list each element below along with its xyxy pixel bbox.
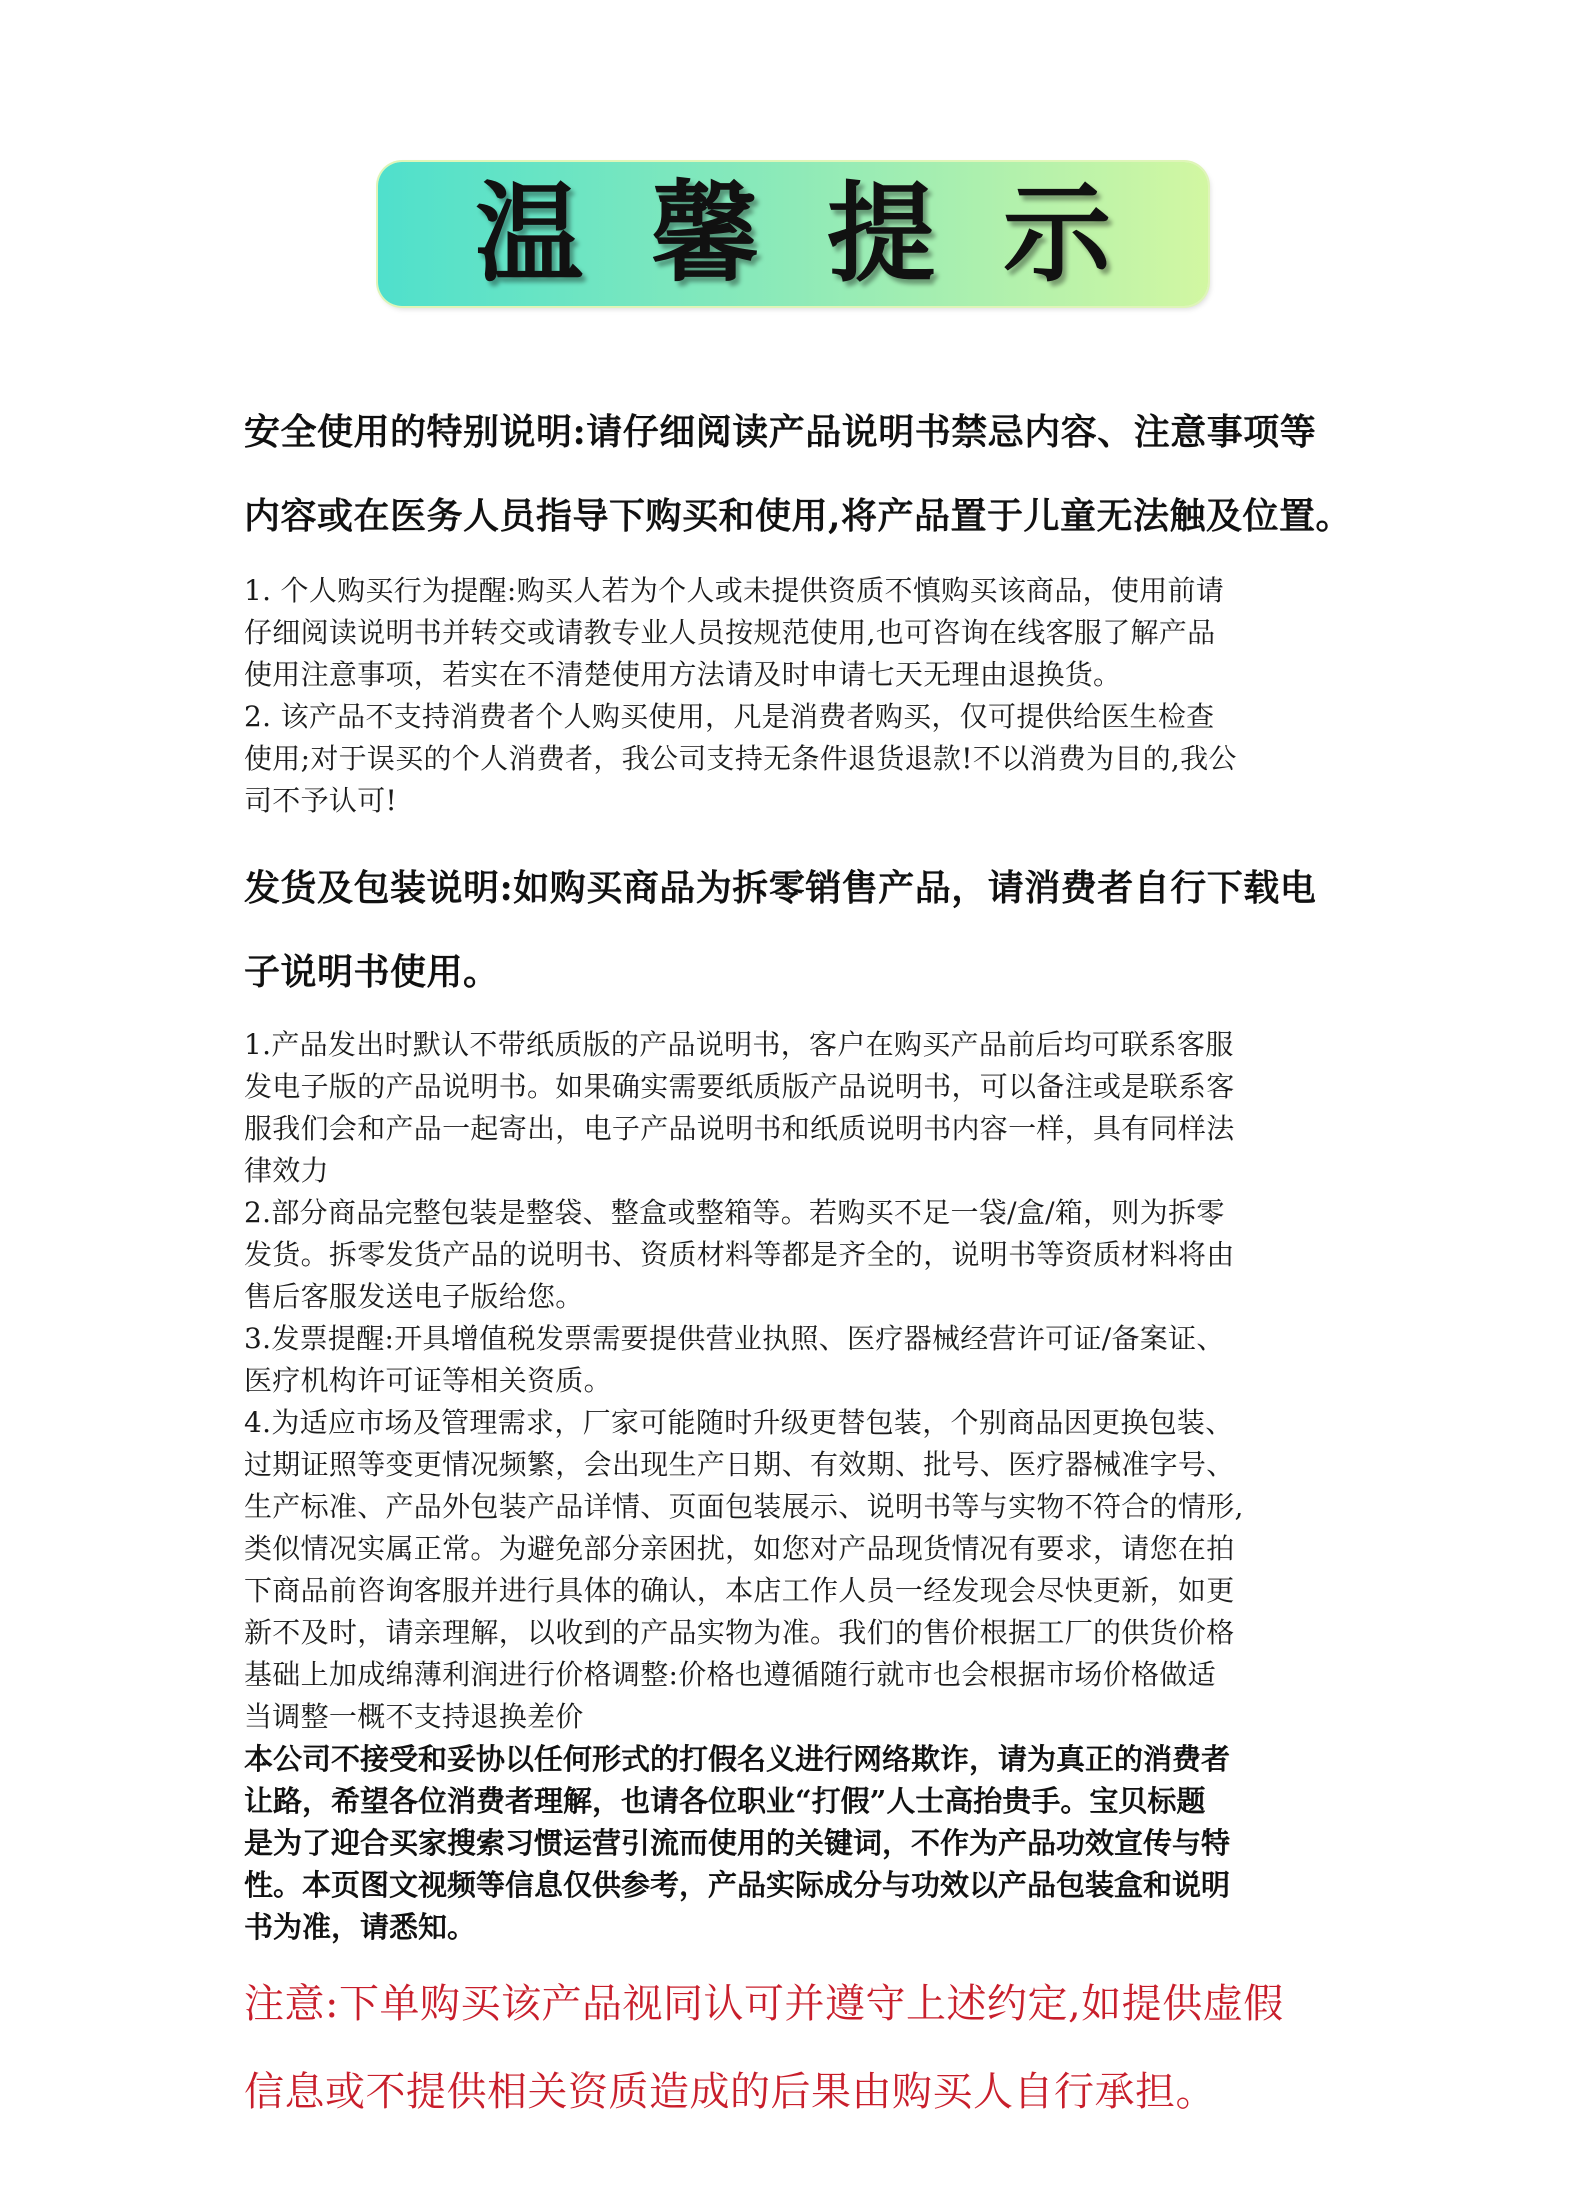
shipping-items	[244, 1024, 1364, 1738]
shipping-item-line: 医疗机构许可证等相关资质。	[244, 1364, 612, 1397]
safety-heading-line: 内容或在医务人员指导下购买和使用,将产品置于儿童无法触及位置。	[244, 495, 1353, 537]
shipping-item-line: 过期证照等变更情况频繁，会出现生产日期、有效期、批号、医疗器械准字号、	[244, 1448, 1235, 1481]
notice-line: 让路，希望各位消费者理解，也请各位职业“打假”人士高抬贵手。宝贝标题	[244, 1784, 1206, 1818]
safety-item-line: 使用;对于误买的个人消费者，我公司支持无条件退货退款!不以消费为目的,我公	[244, 742, 1237, 775]
shipping-item-line: 1.产品发出时默认不带纸质版的产品说明书，客户在购买产品前后均可联系客服	[244, 1028, 1234, 1061]
purchase-warning	[244, 1960, 1364, 2136]
notice-line: 性。本页图文视频等信息仅供参考，产品实际成分与功效以产品包装盒和说明	[244, 1868, 1231, 1902]
shipping-item-line: 4.为适应市场及管理需求，厂家可能随时升级更替包装，个别商品因更换包装、	[244, 1406, 1234, 1439]
safety-item-line: 司不予认可!	[244, 784, 398, 817]
warning-line: 信息或不提供相关资质造成的后果由购买人自行承担。	[244, 2069, 1216, 2115]
safety-heading	[244, 390, 1364, 558]
title-banner	[378, 162, 1208, 306]
shipping-item-line: 2.部分商品完整包装是整袋、整盒或整箱等。若购买不足一袋/盒/箱，则为拆零	[244, 1196, 1225, 1229]
safety-item-line: 使用注意事项，若实在不清楚使用方法请及时申请七天无理由退换货。	[244, 658, 1122, 691]
safety-heading-line: 安全使用的特别说明:请仔细阅读产品说明书禁忌内容、注意事项等	[244, 411, 1317, 453]
warning-line: 注意:下单购买该产品视同认可并遵守上述约定,如提供虚假	[244, 1981, 1284, 2027]
safety-items	[244, 570, 1364, 822]
shipping-item-line: 3.发票提醒:开具增值税发票需要提供营业执照、医疗器械经营许可证/备案证、	[244, 1322, 1225, 1355]
shipping-item-line: 生产标准、产品外包装产品详情、页面包装展示、说明书等与实物不符合的情形,	[244, 1490, 1244, 1523]
shipping-item-line: 新不及时，请亲理解，以收到的产品实物为准。我们的售价根据工厂的供货价格	[244, 1616, 1235, 1649]
banner-title: 温馨提示	[474, 171, 1179, 297]
shipping-item-line: 当调整一概不支持退换差价	[244, 1700, 584, 1733]
shipping-item-line: 发电子版的产品说明书。如果确实需要纸质版产品说明书，可以备注或是联系客	[244, 1070, 1235, 1103]
shipping-heading	[244, 846, 1364, 1014]
shipping-item-line: 服我们会和产品一起寄出，电子产品说明书和纸质说明书内容一样，具有同样法	[244, 1112, 1235, 1145]
shipping-item-line: 发货。拆零发货产品的说明书、资质材料等都是齐全的，说明书等资质材料将由	[244, 1238, 1235, 1271]
shipping-heading-line: 子说明书使用。	[244, 951, 500, 993]
safety-item-line: 仔细阅读说明书并转交或请教专业人员按规范使用,也可咨询在线客服了解产品	[244, 616, 1216, 649]
shipping-item-line: 下商品前咨询客服并进行具体的确认，本店工作人员一经发现会尽快更新，如更	[244, 1574, 1235, 1607]
safety-item-line: 2. 该产品不支持消费者个人购买使用，凡是消费者购买，仅可提供给医生检查	[244, 700, 1215, 733]
shipping-heading-line: 发货及包装说明:如购买商品为拆零销售产品，请消费者自行下载电	[244, 867, 1317, 909]
shipping-item-line: 售后客服发送电子版给您。	[244, 1280, 584, 1313]
shipping-item-line: 律效力	[244, 1154, 329, 1187]
notice-content	[244, 390, 1364, 2136]
notice-line: 书为准，请悉知。	[244, 1910, 477, 1944]
anti-fraud-notice	[244, 1738, 1364, 1948]
shipping-item-line: 类似情况实属正常。为避免部分亲困扰，如您对产品现货情况有要求，请您在拍	[244, 1532, 1235, 1565]
notice-line: 是为了迎合买家搜索习惯运营引流而使用的关键词，不作为产品功效宣传与特	[244, 1826, 1231, 1860]
notice-line: 本公司不接受和妥协以任何形式的打假名义进行网络欺诈，请为真正的消费者	[244, 1742, 1231, 1776]
safety-item-line: 1. 个人购买行为提醒:购买人若为个人或未提供资质不慎购买该商品，使用前请	[244, 574, 1225, 607]
shipping-item-line: 基础上加成绵薄利润进行价格调整:价格也遵循随行就市也会根据市场价格做适	[244, 1658, 1216, 1691]
